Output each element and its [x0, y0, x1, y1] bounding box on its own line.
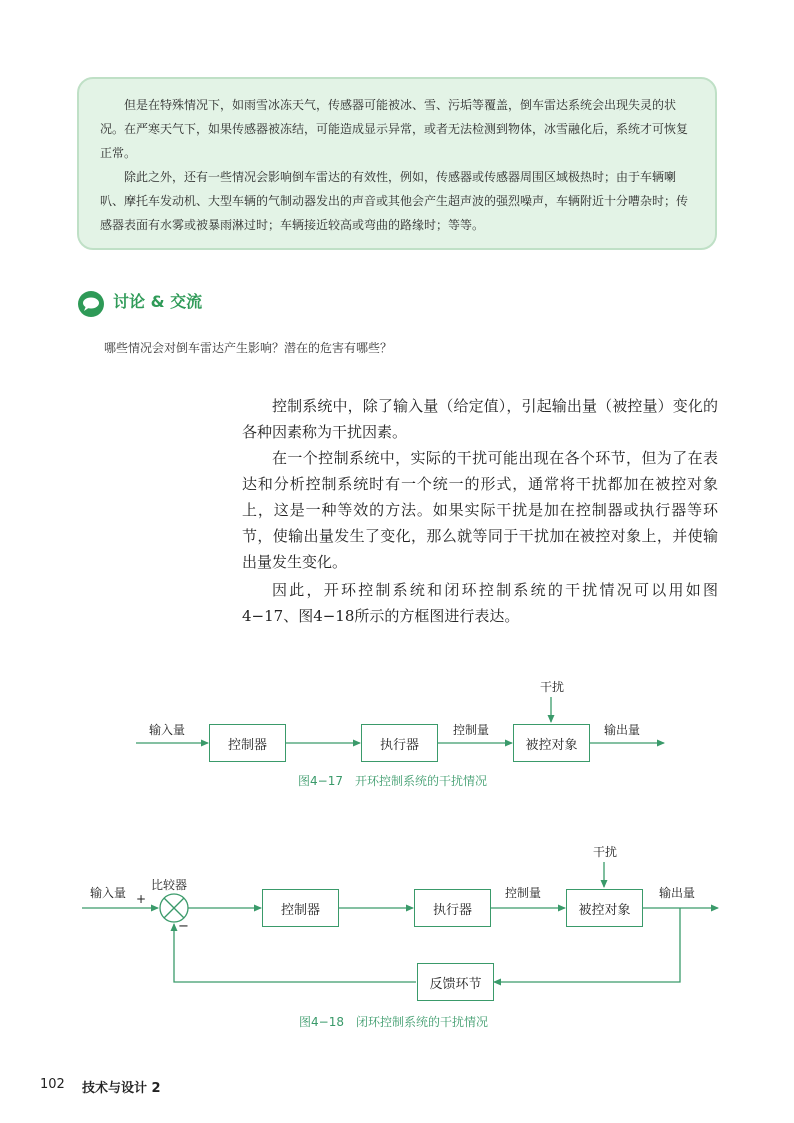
- note-paragraph-2: 除此之外，还有一些情况会影响倒车雷达的有效性，例如，传感器或传感器周围区域极热时；由于车辆喇叭、摩托车发动机、大型车辆的气制动器发出的声音或其他会产生超声波的强烈噪声，车辆附近十分嘈杂时；传感器表面有水雾或被暴雨淋过时；车辆接近较高或弯曲的路缘时；等等。: [100, 170, 689, 232]
- fig17-plant-block: 被控对象: [513, 724, 590, 762]
- fig17-actuator-block: 执行器: [361, 724, 438, 762]
- fig17-controller-block: 控制器: [209, 724, 286, 762]
- fig18-controller-block: 控制器: [262, 889, 339, 927]
- body-paragraph-2: 在一个控制系统中，实际的干扰可能出现在各个环节，但为了在表达和分析控制系统时有一个统一的形式，通常将干扰都加在被控对象上，这是一种等效的方法。如果实际干扰是加在控制器或执行器等环节，使输出量发生了变化，那么就等同于干扰加在被控对象上，并使输出量发生变化。: [242, 449, 718, 571]
- body-paragraph-1: 控制系统中，除了输入量（给定值），引起输出量（被控量）变化的各种因素称为干扰因素。: [242, 397, 718, 441]
- body-paragraph-3: 因此，开环控制系统和闭环控制系统的干扰情况可以用如图4−17、图4−18所示的方框图进行表达。: [242, 581, 718, 625]
- fig17-caption: 图4−17 开环控制系统的干扰情况: [298, 774, 487, 788]
- fig17-output-label: 输出量: [604, 723, 641, 737]
- fig18-comparator-label: 比较器: [151, 878, 188, 892]
- note-paragraph-1: 但是在特殊情况下，如雨雪冰冻天气，传感器可能被冰、雪、污垢等覆盖，倒车雷达系统会出现失灵的状况。在严寒天气下，如果传感器被冻结，可能造成显示异常，或者无法检测到物体，冰雪融化后，系统才可恢复正常。: [100, 98, 689, 160]
- fig18-feedback-block: 反馈环节: [417, 963, 494, 1001]
- fig18-output-label: 输出量: [659, 886, 696, 900]
- page-number: 102: [40, 1077, 65, 1092]
- fig18-input-label: 输入量: [90, 886, 127, 900]
- fig18-actuator-block: 执行器: [414, 889, 491, 927]
- fig18-disturbance-label: 干扰: [593, 845, 618, 859]
- fig17-input-label: 输入量: [149, 723, 186, 737]
- discussion-question: 哪些情况会对倒车雷达产生影响？潜在的危害有哪些？: [104, 341, 393, 355]
- fig18-plus-sign: +: [136, 892, 147, 906]
- fig17-control-var-label: 控制量: [453, 723, 490, 737]
- fig18-caption: 图4−18 闭环控制系统的干扰情况: [299, 1015, 488, 1029]
- fig17-disturbance-label: 干扰: [540, 680, 565, 694]
- fig18-feedback-return-path: [174, 924, 416, 982]
- fig18-minus-sign: −: [178, 919, 189, 934]
- fig18-control-var-label: 控制量: [505, 886, 542, 900]
- book-title: 技术与设计 2: [82, 1081, 161, 1096]
- fig18-plant-block: 被控对象: [566, 889, 643, 927]
- discussion-title: 讨论 & 交流: [113, 292, 203, 311]
